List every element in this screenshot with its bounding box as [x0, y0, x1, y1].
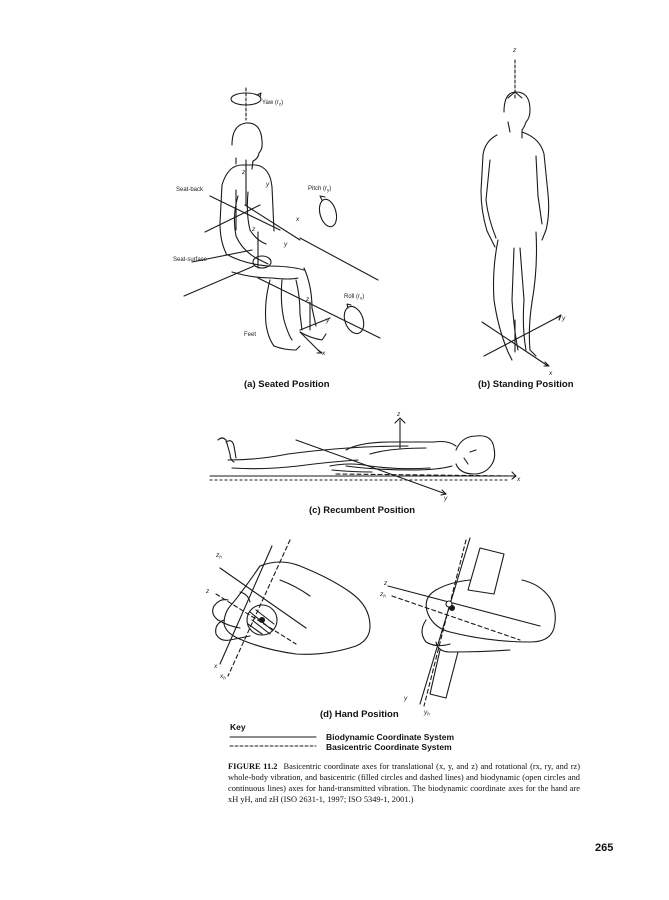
recumbent-caption: (c) Recumbent Position	[309, 505, 416, 516]
seated-z3-axis-label: z	[306, 296, 310, 303]
hand-right-z-label: z	[384, 580, 388, 587]
hand-caption: (d) Hand Position	[320, 709, 399, 720]
hand-left-x-label: x	[214, 663, 218, 670]
hand-figure-right	[388, 538, 555, 706]
seated-x-axis-label: x	[296, 216, 300, 223]
standing-z-axis-label: z	[513, 47, 517, 54]
seated-caption: (a) Seated Position	[244, 379, 330, 390]
key-title: Key	[230, 722, 246, 732]
hand-left-xh-label: $x_h$	[220, 673, 226, 681]
feet-label: Feet	[244, 332, 257, 338]
hand-left-z-label: z	[206, 588, 210, 595]
standing-figure	[481, 60, 561, 366]
key-basicentric-label: Basicentric Coordinate System	[326, 742, 452, 752]
recumbent-z-axis-label: z	[397, 411, 401, 418]
figure-caption-text: Basicentric coordinate axes for translational (x, y, and z) and rotational (rx, ry, and rz) whole-body vibration, and basicentric (filled circles and dashed lines) and biodynamic (open circles and continuous lines) axes for hand-transmitted vibration. The biodynamic coordinate axes for the hand are xH yH, and zH (ISO 2631-1, 1997; ISO 5349-1, 2001.)	[228, 762, 581, 804]
standing-x-axis-label: x	[549, 370, 553, 377]
seated-y2-axis-label: y	[284, 241, 288, 248]
seated-y3-axis-label: y	[326, 317, 330, 324]
figure-label: FIGURE 11.2	[228, 762, 278, 771]
seat-surface-label: Seat-surface	[173, 257, 208, 263]
pitch-label: Pitch $(r_y)$	[308, 186, 332, 193]
hand-right-zh-label: $z_h$	[380, 591, 386, 599]
hand-right-yh-label: $y_h$	[424, 709, 430, 717]
seated-figure	[184, 88, 380, 353]
seated-y-axis-label: y	[266, 181, 270, 188]
seated-z-axis-label: z	[242, 169, 246, 176]
hand-figure-left	[213, 540, 370, 676]
seat-back-label: Seat-back	[176, 187, 204, 193]
recumbent-x-axis-label: x	[517, 476, 521, 483]
yaw-label: Yaw $(r_z)$	[262, 100, 284, 107]
hand-left-zh-label: $z_h$	[216, 552, 222, 560]
hand-right-y-label: y	[404, 695, 408, 702]
recumbent-figure	[210, 418, 516, 495]
seated-z2-axis-label: z	[252, 226, 256, 233]
standing-caption: (b) Standing Position	[478, 379, 574, 390]
key-biodynamic-label: Biodynamic Coordinate System	[326, 732, 455, 742]
seated-x3-axis-label: x	[322, 350, 326, 357]
figure-caption	[228, 761, 580, 805]
page-number: 265	[595, 842, 614, 854]
standing-y-axis-label: y	[562, 315, 566, 322]
recumbent-y-axis-label: y	[444, 495, 448, 502]
roll-label: Roll $(r_x)$	[344, 294, 365, 301]
